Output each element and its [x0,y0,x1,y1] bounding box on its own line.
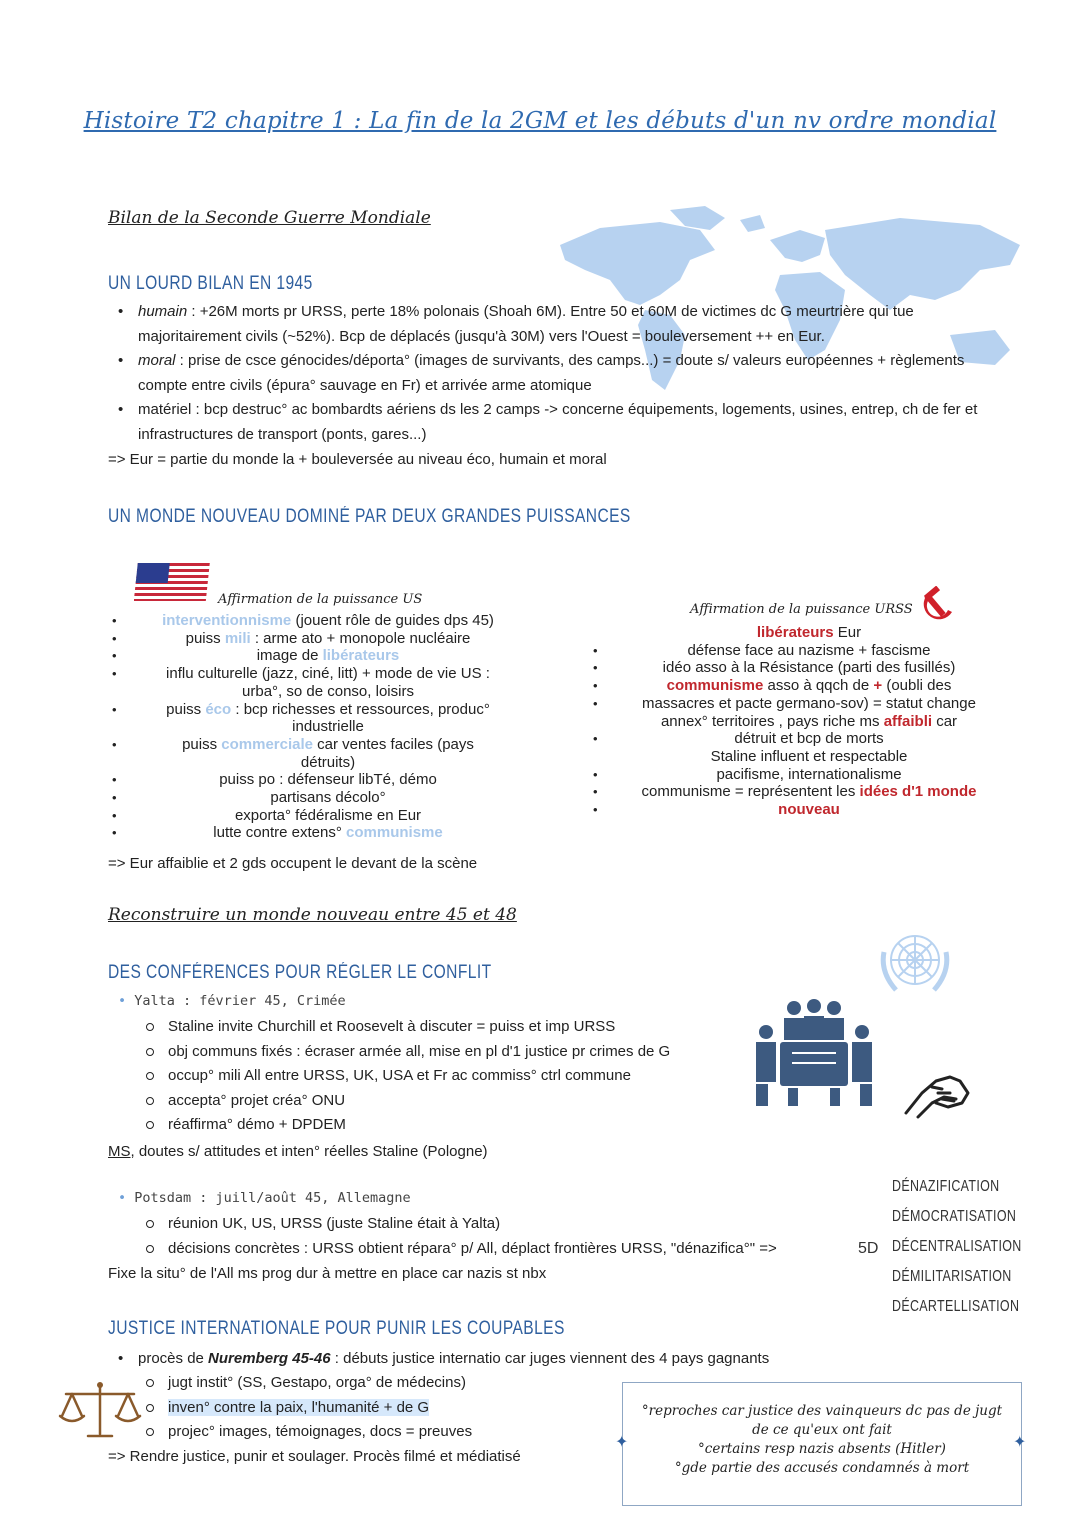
urss-line: pacifisme, internationalisme [716,765,902,783]
list-item: jugt instit° (SS, Gestapo, orga° de médecins) [108,1371,608,1396]
five-d-item: DÉMILITARISATION [892,1268,1012,1285]
justice-sub-items [108,1371,608,1445]
us-line: industrielle [292,718,364,736]
list-item: réunion UK, US, URSS (juste Staline était à Yalta) [108,1212,868,1237]
urss-column-title: Affirmation de la puissance URSS [690,602,913,617]
urss-line: massacres et pacte germano-sov) = statut change [642,694,976,712]
urss-line: Staline influent et respectable [710,747,908,765]
bilan-conclusion: => Eur = partie du monde la + bouleversée au niveau éco, humain et moral [108,451,607,468]
urss-line: nouveau [778,801,840,819]
note-line: °reproches car justice des vainqueurs dc pas de jugt de ce qu'eux ont fait [641,1403,1003,1438]
us-column-title: Affirmation de la puissance US [218,592,423,607]
list-item: Staline invite Churchill et Roosevelt à discuter = puiss et imp URSS [108,1015,768,1040]
list-item: réaffirma° démo + DPDEM [108,1113,768,1138]
urss-column [600,624,1018,819]
list-item: • moral : prise de csce génocides/déporta° (images de survivants, des camps...) = doute s/ valeurs européennes + règlements compte entre civils (épura° sauvage en Fr) et arrivée arme atomique [108,349,988,398]
us-line: lutte contre extens° communisme [213,824,443,842]
section-heading-bilan: Bilan de la Seconde Guerre Mondiale [108,208,431,228]
potsdam-note: Fixe la situ° de l'All ms prog dur à mettre en place car nazis st nbx [108,1265,547,1282]
list-item: projec° images, témoignages, docs = preuves [108,1420,608,1445]
us-bullets: • • • • • • • • • • [112,613,117,841]
urss-line: détruit et bcp de morts [734,730,884,748]
handshake-icon [902,1063,974,1121]
scales-icon [58,1380,142,1442]
list-item: • procès de Nuremberg 45-46 : débuts justice internatio car juges viennent des 4 pays gagnants [108,1347,868,1372]
page-title: Histoire T2 chapitre 1 : La fin de la 2GM et les débuts d'un nv ordre mondial [83,108,997,134]
note-line: °certains resp nazis absents (Hitler) [698,1441,946,1457]
urss-line: communisme asso à qqch de + (oubli des [666,677,952,695]
us-line: puiss mili : arme ato + monopole nucléaire [185,629,471,647]
urss-line: annex° territoires , pays riche ms affaibli car [660,712,958,730]
subsection-heading-justice: JUSTICE INTERNATIONALE POUR PUNIR LES COUPABLES [108,1318,565,1339]
urss-line: défense face au nazisme + fascisme [687,641,931,659]
us-column [108,612,548,842]
list-item: occup° mili All entre URSS, UK, USA et Fr ac commiss° ctrl commune [108,1064,768,1089]
us-line: influ culturelle (jazz, ciné, litt) + mode de vie US : [166,665,490,683]
us-line: puiss commerciale car ventes faciles (pays [182,735,474,753]
us-line: exporta° fédéralisme en Eur [234,806,422,824]
yalta-note: MS, doutes s/ attitudes et inten° réelles Staline (Pologne) [108,1143,488,1160]
list-item: • humain : +26M morts pr URSS, perte 18% polonais (Shoah 6M). Entre 50 et 60M de victimes dc G meurtrière qui tue majoritairement civils (~52%). Bcp de déplacés (jusqu'à 30M) vers l'Ouest = bouleversement ++ en Eur. [108,300,988,349]
sparkle-left-icon: ✦ [615,1434,629,1451]
us-line: puiss po : défenseur libTé, démo [219,771,437,789]
five-d-label: 5D [858,1240,879,1257]
five-d-item: DÉCARTELLISATION [892,1298,1020,1315]
justice-conclusion: => Rendre justice, punir et soulager. Procès filmé et médiatisé [108,1448,521,1465]
subsection-heading-monde-nouveau: UN MONDE NOUVEAU DOMINÉ PAR DEUX GRANDES PUISSANCES [108,506,631,527]
un-emblem-icon [872,922,958,1002]
us-line: partisans décolo° [270,789,386,807]
conference-icon [752,998,876,1108]
potsdam-items [108,1212,868,1261]
yalta-items [108,1015,768,1138]
five-d-list [892,1172,1022,1322]
list-item: inven° contre la paix, l'humanité + de G [108,1396,608,1421]
us-line: urba°, so de conso, loisirs [242,682,414,700]
note-line: °gde partie des accusés condamnés à mort [674,1460,970,1476]
subsection-heading-lourd-bilan: UN LOURD BILAN EN 1945 [108,273,313,294]
urss-line: libérateurs Eur [756,624,862,641]
list-item: décisions concrètes : URSS obtient répara° p/ All, déplact frontières URSS, "dénazifica°" => [108,1237,868,1262]
us-line: puiss éco : bcp richesses et ressources, produc° [166,700,490,718]
list-item: • matériel : bcp destruc° ac bombardts aériens ds les 2 camps -> concerne équipements, logements, usines, entrep, ch de fer et infrastructures de transport (ponts, gares...) [108,398,988,447]
urss-line: communisme = représentent les idées d'1 monde [641,783,977,801]
five-d-item: DÉCENTRALISATION [892,1238,1022,1255]
us-line: interventionnisme (jouent rôle de guides dps 45) [162,612,494,629]
us-line: image de libérateurs [256,647,400,665]
yalta-line: • Yalta : février 45, Crimée [118,993,346,1009]
five-d-item: DÉMOCRATISATION [892,1208,1017,1225]
urss-line: idéo asso à la Résistance (parti des fusillés) [662,659,956,677]
list-item: obj communs fixés : écraser armée all, mise en pl d'1 justice pr crimes de G [108,1040,768,1065]
hammer-sickle-icon [918,586,960,624]
us-flag-icon [134,561,214,605]
notes-box-text [640,1402,1004,1478]
section-heading-reconstruire: Reconstruire un monde nouveau entre 45 et 48 [108,905,517,925]
potsdam-line: • Potsdam : juill/août 45, Allemagne [118,1190,411,1206]
urss-bullets: • • • • • • • • [593,642,598,818]
list-item: accepta° projet créa° ONU [108,1089,768,1114]
five-d-item: DÉNAZIFICATION [892,1178,1000,1195]
monde-conclusion: => Eur affaiblie et 2 gds occupent le devant de la scène [108,855,478,872]
us-line: détruits) [300,753,356,771]
bilan-list [108,300,988,447]
justice-list [108,1347,868,1372]
sparkle-right-icon: ✦ [1013,1434,1027,1451]
subsection-heading-conferences: DES CONFÉRENCES POUR RÉGLER LE CONFLIT [108,962,492,983]
